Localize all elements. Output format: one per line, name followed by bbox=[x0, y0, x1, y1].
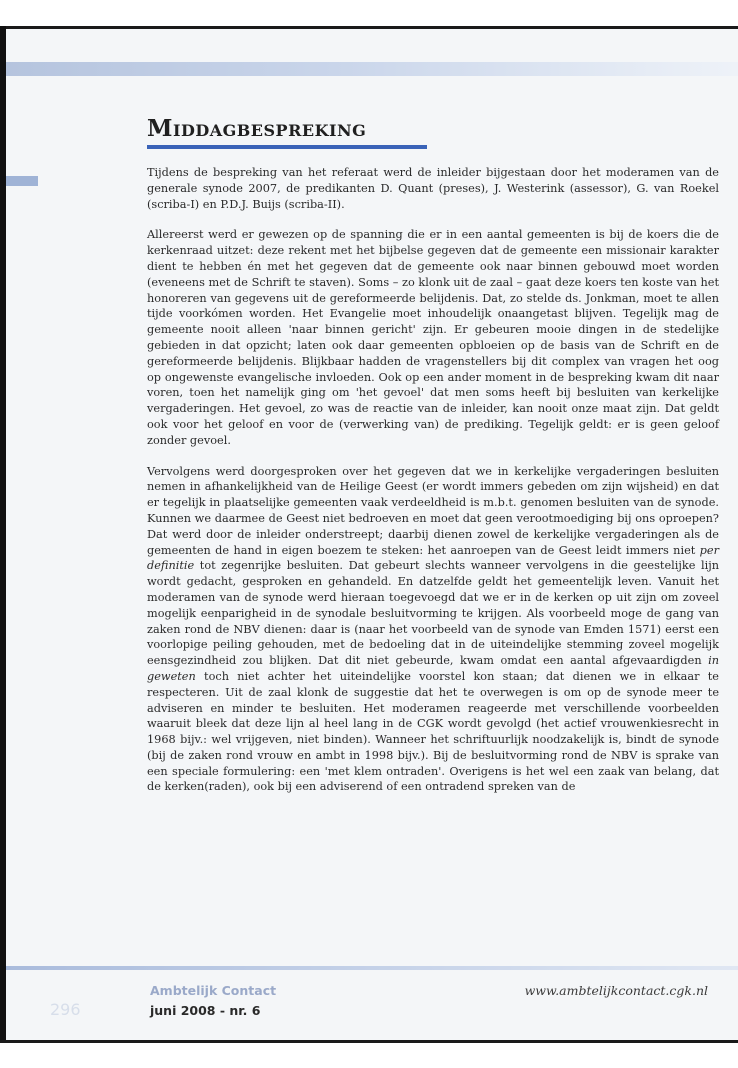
heading-underline bbox=[147, 145, 427, 149]
issue-label: juni 2008 - nr. 6 bbox=[150, 1003, 261, 1018]
paragraph-3-part-b: tot zegenrijke besluiten. Dat gebeurt slechts wanneer vervolgens in die geestelijke lijn wordt gedacht, gesproken en gehandeld. En datzelfde geldt het gemeentelijk leven. Vanuit het moderamen van de synode werd hieraan toegevoegd dat we er in de kerken op uit zijn om zoveel mogelijk eenparigheid in de synodale besluitvorming te krijgen. Als voorbeeld moge de gang van zaken rond de NBV dienen: daar is (naar het voorbeeld van de synode van Emden 1571) eerst een voorlopige peiling gehouden, met de bedoeling dat in de uiteindelijke stemming zoveel mogelijk eensgezindheid zou blijken. Dat dit niet gebeurde, kwam omdat een aantal afgevaardigden bbox=[147, 559, 719, 668]
emphasis-in-geweten: in geweten bbox=[147, 654, 719, 683]
scan-margin-bottom bbox=[0, 1043, 738, 1068]
paragraph-3-part-a: Vervolgens werd doorgesproken over het gegeven dat we in kerkelijke vergaderingen besluiten nemen in afhankelijkheid van de Heilige Geest (er wordt immers gebeden om zijn wijsheid) en dat er tegelijk in plaatselijke gemeenten vaak verdeeldheid is m.b.t. genomen besluiten van de synode. Kunnen we daarmee de Geest niet bedroeven en moet dat geen verootmoediging bij ons oproepen? Dat werd door de inleider onderstreept; daarbij dienen zowel de kerkelijke vergaderingen als de gemeenten de hand in eigen boezem te steken: het aanroepen van de Geest leidt immers niet bbox=[147, 464, 719, 557]
emphasis-per-definitie: per definitie bbox=[147, 543, 719, 573]
scan-margin-top bbox=[0, 0, 738, 26]
paragraph-1: Tijdens de bespreking van het referaat werd de inleider bijgestaan door het moderamen van de generale synode 2007, de predikanten D. Quant (preses), J. Westerink (assessor), G. van Roekel (scriba-I) en P.D.J. Buijs (scriba-II). bbox=[147, 166, 719, 211]
article-body bbox=[147, 165, 719, 810]
article-heading: Middagbespreking bbox=[147, 115, 367, 142]
page-number: 296 bbox=[50, 1000, 81, 1019]
magazine-name: Ambtelijk Contact bbox=[150, 983, 277, 998]
website-url: www.ambtelijkcontact.cgk.nl bbox=[524, 983, 708, 998]
footer-color-band bbox=[6, 966, 738, 970]
paragraph-3-part-c: toch niet achter het uiteindelijke voorstel kon staan; dat dienen we in elkaar te respecteren. Uit de zaal klonk de suggestie dat het te overwegen is om op de synode meer te adviseren en minder te besluiten. Het moderamen reageerde met verschillende voorbeelden waaruit bleek dat deze lijn al heel lang in de CGK wordt gevolgd (het actief vrouwenkiesrecht in 1968 bijv.: wel vrijgeven, niet binden). Wanneer het schriftuurlijk noodzakelijk is, bindt de synode (bij de zaken rond vrouw en ambt in 1998 bijv.). Bij de besluitvorming rond de NBV is sprake van een speciale formulering: een 'met klem ontraden'. Overigens is het wel een zaak van belang, dat de kerken(raden), ook bij een adviserend of een ontradend spreken van de bbox=[147, 669, 719, 794]
header-color-band bbox=[6, 62, 738, 76]
section-tab-marker bbox=[6, 176, 38, 186]
paragraph-3 bbox=[147, 464, 719, 796]
paragraph-2: Allereerst werd er gewezen op de spanning die er in een aantal gemeenten is bij de koers die de kerkenraad uitzet: deze rekent met het bijbelse gegeven dat de gemeente een missionair karakter dient te hebben én met het gegeven dat de gemeente ook naar binnen gebouwd moet worden (eveneens met de Schrift te staven). Soms – zo klonk uit de zaal – gaat deze koers ten koste van het honoreren van gegevens uit de gereformeerde belijdenis. Dat, zo stelde ds. Jonkman, moet te allen tijde voorkómen worden. Het Evangelie moet inhoudelijk onaangetast blijven. Tegelijk mag de gemeente nooit alleen 'naar binnen gericht' zijn. Er gebeuren mooie dingen in de stedelijke gebieden in dat opzicht; laten ook daar gemeenten opbloeien op de basis van de Schrift en de gereformeerde belijdenis. Blijkbaar hadden de vragenstellers bij dit complex van vragen het oog op ongewenste evangelische invloeden. Ook op een ander moment in de bespreking kwam dit naar voren, toen het namelijk ging om 'het gevoel' dat men soms heeft bij besluiten van kerkelijke vergaderingen. Het gevoel, zo was de reactie van de inleider, kan nooit onze maat zijn. Dat geldt ook voor het geloof en voor de (verwerking van) de prediking. Tegelijk geldt: er is geen geloof zonder gevoel. bbox=[147, 228, 719, 447]
